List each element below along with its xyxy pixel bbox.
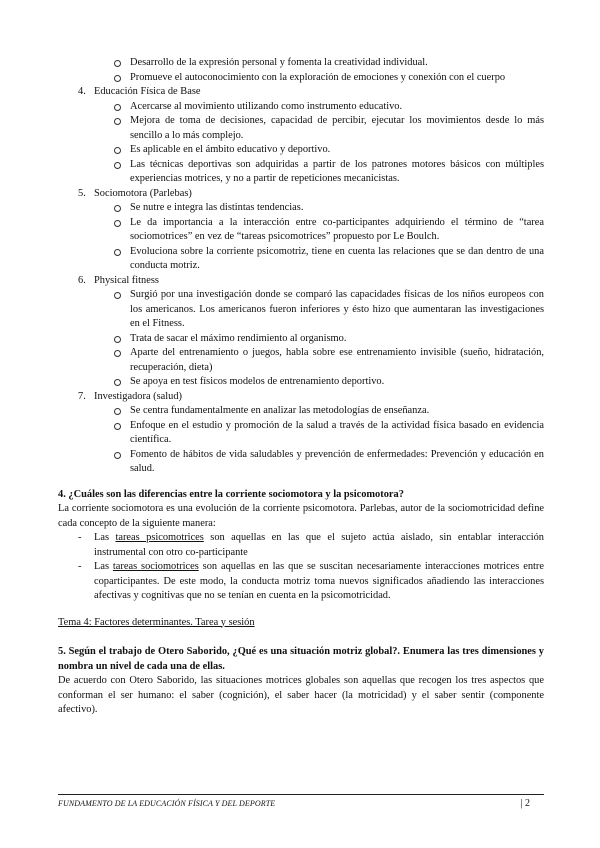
question-4-intro: La corriente sociomotora es una evolución de la corriente psicomotora. Parlebas, autor de la sociomotricidad define cada concepto de la siguiente manera: xyxy=(58,503,544,529)
sub-list-item: Evoluciona sobre la corriente psicomotriz, tiene en cuenta las relaciones que se dan dentro de una conducta motriz. xyxy=(94,245,544,274)
text-run: Las xyxy=(94,532,116,543)
page-footer xyxy=(58,794,544,810)
sub-list-item: Mejora de toma de decisiones, capacidad de percibir, ejecutar los movimientos desde lo más sencillo a lo más complejo. xyxy=(94,114,544,143)
sub-list-item: Fomento de hábitos de vida saludables y prevención de enfermedades: Prevención y educación en salud. xyxy=(94,448,544,477)
term-tareas-sociomotrices: tareas sociomotrices xyxy=(112,561,199,572)
sub-list-item: Se apoya en test físicos modelos de entrenamiento deportivo. xyxy=(94,375,544,390)
list-item-educacion-fisica-base xyxy=(58,85,544,187)
text-run: son aquellas en las que el sujeto actúa aislado, sin entablar interacción instrumental con otro co-participante xyxy=(94,532,544,558)
list-number: 5. xyxy=(78,187,86,199)
list-item-sociomotora xyxy=(58,187,544,274)
definition-sociomotrices xyxy=(58,560,544,604)
sub-list xyxy=(94,56,544,85)
sub-list-item: Enfoque en el estudio y promoción de la salud a través de la actividad física basado en evidencia científica. xyxy=(94,419,544,448)
footer-title: FUNDAMENTO DE LA EDUCACIÓN FÍSICA Y DEL DEPORTE xyxy=(58,799,276,808)
sub-list-item: Surgió por una investigación donde se comparó las capacidades físicas de los niños europeos con los americanos. Los americanos fueron inferiores y ésto hizo que aumentaran las investigaciones en el Fitness. xyxy=(94,288,544,332)
term-tareas-psicomotrices: tareas psicomotrices xyxy=(115,532,204,543)
list-item-investigadora xyxy=(58,390,544,477)
sub-list xyxy=(94,100,544,187)
sub-list-item: Le da importancia a la interacción entre co-participantes adquiriendo el término de “tarea sociomotrices” en vez de “tareas psicomotrices” propuesto por Le Boulch. xyxy=(94,216,544,245)
sub-list-item: Acercarse al movimiento utilizando como instrumento educativo. xyxy=(94,100,544,115)
list-item-title: Physical fitness xyxy=(94,274,159,286)
page-content xyxy=(58,56,544,718)
definitions-list xyxy=(58,531,544,604)
section-heading-tema-4: Tema 4: Factores determinantes. Tarea y sesión xyxy=(58,616,255,628)
page-number: | 2 xyxy=(520,798,530,809)
sub-list-item: Aparte del entrenamiento o juegos, habla sobre ese entrenamiento invisible (sueño, hidratación, recuperación, dieta) xyxy=(94,346,544,375)
list-number: 7. xyxy=(78,390,86,402)
question-5-body: De acuerdo con Otero Saborido, las situaciones motrices globales son aquellas que recogen los tres aspectos que conforman el ser humano: el saber (cognición), el saber hacer (la motricidad) y el saber sentir (componente afectivo). xyxy=(58,675,544,715)
list-item-title: Investigadora (salud) xyxy=(94,390,183,402)
sub-list-item: Promueve el autoconocimiento con la exploración de emociones y conexión con el cuerpo xyxy=(94,71,544,86)
sub-list-item: Se centra fundamentalmente en analizar las metodologías de enseñanza. xyxy=(94,404,544,419)
numbered-list xyxy=(58,56,544,477)
sub-list-item: Se nutre e integra las distintas tendencias. xyxy=(94,201,544,216)
sub-list xyxy=(94,201,544,274)
sub-list-item: Desarrollo de la expresión personal y fomenta la creatividad individual. xyxy=(94,56,544,71)
sub-list-item: Trata de sacar el máximo rendimiento al organismo. xyxy=(94,332,544,347)
list-number: 4. xyxy=(78,86,86,97)
list-item-physical-fitness xyxy=(58,274,544,390)
list-item-continuation xyxy=(58,56,544,85)
definition-psicomotrices xyxy=(58,531,544,560)
sub-list-item: Es aplicable en el ámbito educativo y deportivo. xyxy=(94,143,544,158)
sub-list xyxy=(94,404,544,477)
question-4-heading: 4. ¿Cuáles son las diferencias entre la corriente sociomotora y la psicomotora? xyxy=(58,488,404,500)
sub-list-item: Las técnicas deportivas son adquiridas a partir de los patrones motores básicos con múltiples experiencias motrices, y no a partir de repeticiones mecanicistas. xyxy=(94,158,544,187)
list-item-title: Sociomotora (Parlebas) xyxy=(94,187,192,199)
question-5-heading: 5. Según el trabajo de Otero Saborido, ¿Qué es una situación motriz global?. Enumera las tres dimensiones y nombra un nivel de cada una de ellas. xyxy=(58,646,544,672)
text-run: son aquellas en las que se suscitan necesariamente interacciones motrices entre coparticipantes. De este modo, la conducta motriz toma nuevos significados añadiendo las interacciones afectivas y cognitivas que no se tenían en cuenta en la psicomotricidad. xyxy=(94,561,544,601)
list-number: 6. xyxy=(78,274,86,286)
text-run: Las xyxy=(94,561,113,572)
list-item-title: Educación Física de Base xyxy=(94,86,201,97)
sub-list xyxy=(94,288,544,390)
